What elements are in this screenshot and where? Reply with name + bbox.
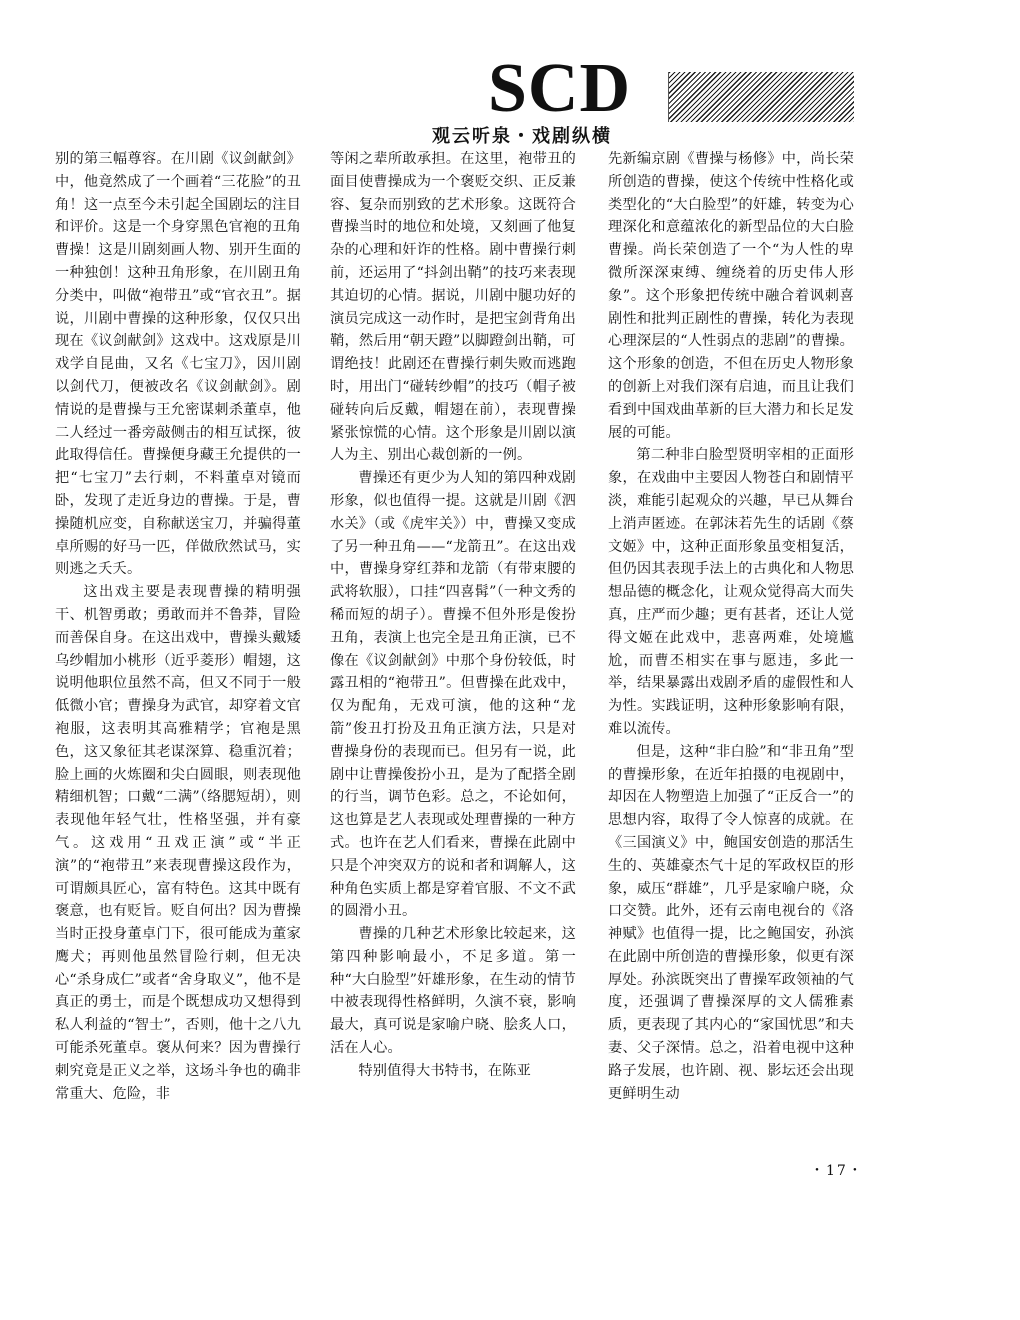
paragraph: 等闲之辈所敢承担。在这里，袍带丑的面目使曹操成为一个褒贬交织、正反兼容、复杂而别致的艺术形象。这既符合曹操当时的地位和处境，又刻画了他复杂的心理和奸诈的性格。剧中曹操行刺前，还运用了“抖剑出鞘”的技巧来表现其迫切的心情。据说，川剧中腿功好的演员完成这一动作时，是把宝剑背角出鞘，然后用“朝天蹬”以脚蹬剑出鞘，可谓绝技！此剧还在曹操行刺失败而逃跑时，用出门“碰转纱帽”的技巧（帽子被碰转向后反戴，帽翅在前），表现曹操紧张惊慌的心情。这个形象是川剧以演人为主、别出心裁创新的一例。 (330, 151, 576, 464)
paragraph: 曹操还有更少为人知的第四种戏剧形象，似也值得一提。这就是川剧《泗水关》（或《虎牢关》）中，曹操又变成了另一种丑角——“龙箭丑”。在这出戏中，曹操身穿红莽和龙箭（有带束腰的武将软服），口挂“四喜髯”（一种文秀的稀而短的胡子）。曹操不但外形是俊扮丑角，表演上也完全是丑角正演，已不像在《议剑献剑》中那个身份较低，时露丑相的“袍带丑”。但曹操在此戏中，仅为配角，无戏可演，他的这种“龙箭”俊丑打扮及丑角正演方法，只是对曹操身份的表现而已。但另有一说，此剧中让曹操俊扮小丑，是为了配搭全剧的行当，调节色彩。总之，不论如何，这也算是艺人表现或处理曹操的一种方式。也许在艺人们看来，曹操在此剧中只是个冲突双方的说和者和调解人，这种角色实质上都是穿着官服、不文不武的圆滑小丑。 (330, 470, 576, 920)
paragraph: 曹操的几种艺术形象比较起来，这第四种影响最小，不足多道。第一种“大白脸型”奸雄形象，在生动的情节中被表现得性格鲜明，久演不衰，影响最大，真可说是家喻户晓、脍炙人口，活在人心。 (330, 926, 576, 1057)
text-column-1 (55, 148, 301, 1105)
paragraph: 先新编京剧《曹操与杨修》中，尚长荣所创造的曹操，使这个传统中性格化或类型化的“大白脸型”的奸雄，转变为心理深化和意蕴浓化的新型品位的大白脸曹操。尚长荣创造了一个“为人性的卑微所深深束缚、缠绕着的历史伟人形象”。这个形象把传统中融合着讽刺喜剧性和批判正剧性的曹操，转化为表现心理深层的“人性弱点的悲剧”的曹操。这个形象的创造，不但在历史人物形象的创新上对我们深有启迪，而且让我们看到中国戏曲革新的巨大潜力和长足发展的可能。 (608, 151, 854, 441)
paragraph: 特别值得大书特书，在陈亚 (358, 1062, 532, 1079)
text-column-2 (330, 148, 576, 1083)
paragraph: 这出戏主要是表现曹操的精明强干、机智勇敢；勇敢而并不鲁莽，冒险而善保自身。在这出戏中，曹操头戴矮乌纱帽加小桃形（近乎菱形）帽翅，这说明他职位虽然不高，但又不同于一般低微小官；曹操身为武官，却穿着文官袍服，这表明其高雅精学；官袍是黑色，这又象征其老谋深算、稳重沉着；脸上画的火炼圈和尖白圆眼，则表现他精细机智；口戴“二满”（络腮短胡），则表现他年轻气壮，性格坚强，并有豪气。这戏用“丑戏正演”或“半正演”的“袍带丑”来表现曹操这段作为，可谓颇具匠心，富有特色。这其中既有褒意，也有贬旨。贬自何出？因为曹操当时正投身董卓门下，很可能成为董家鹰犬；再则他虽然冒险行刺，但无决心“杀身成仁”或者“舍身取义”，他不是真正的勇士，而是个既想成功又想得到私人利益的“智士”，否则，他十之八九可能杀死董卓。褒从何来？因为曹操行刺究竟是正义之举，这场斗争也的确非常重大、危险，非 (55, 584, 301, 1102)
paragraph: 但是，这种“非白脸”和“非丑角”型的曹操形象，在近年拍摄的电视剧中，却因在人物塑造上加强了“正反合一”的思想内容，取得了令人惊喜的成就。在《三国演义》中，鲍国安创造的那活生生的、英雄豪杰气十足的军政权臣的形象，威压“群雄”，几乎是家喻户晓，众口交赞。此外，还有云南电视台的《洛神赋》也值得一提，比之鲍国安，孙滨在此剧中所创造的曹操形象，似更有深厚处。孙滨既突出了曹操军政领袖的气度，还强调了曹操深厚的文人儒雅素质，更表现了其内心的“家国忧思”和夫妻、父子深情。总之，沿着电视中这种路子发展，也许剧、视、影坛还会出现更鲜明生动 (608, 743, 854, 1102)
masthead (0, 0, 1020, 150)
paragraph: 别的第三幅尊容。在川剧《议剑献剑》中，他竟然成了一个画着“三花脸”的丑角！这一点至今未引起全国剧坛的注目和评价。这是一个身穿黑色官袍的丑角曹操！这是川剧刻画人物、别开生面的一种独创！这种丑角形象，在川剧丑角分类中，叫做“袍带丑”或“官衣丑”。据说，川剧中曹操的这种形象，仅仅只出现在《议剑献剑》这戏中。这戏原是川戏学自昆曲，又名《七宝刀》，因川剧以剑代刀，便被改名《议剑献剑》。剧情说的是曹操与王允密谋刺杀董卓，他二人经过一番旁敲侧击的相互试探，彼此取得信任。曹操便身藏王允提供的一把“七宝刀”去行刺，不料董卓对镜而卧，发现了走近身边的曹操。于是，曹操随机应变，自称献送宝刀，并骗得董卓所赐的好马一匹，佯做欣然试马，实则逃之夭夭。 (55, 151, 301, 578)
text-column-3 (608, 148, 854, 1105)
hatched-banner-decoration (668, 72, 854, 122)
section-title: 观云听泉・戏剧纵横 (432, 126, 612, 147)
magazine-logo: SCD (488, 50, 632, 127)
page-number: ・17・ (810, 1163, 864, 1179)
paragraph: 第二种非白脸型贤明宰相的正面形象，在戏曲中主要因人物苍白和剧情平淡，难能引起观众的兴趣，早已从舞台上消声匿迹。在郭沫若先生的话剧《蔡文姬》中，这种正面形象虽变相复活，但仍因其表现手法上的古典化和人物思想品德的概念化，让观众觉得高大而失真，庄严而少趣；更有甚者，还让人觉得文姬在此戏中，悲喜两难，处境尴尬，而曹丕相实在事与愿违，多此一举，结果暴露出戏剧矛盾的虚假性和人为性。实践证明，这种形象影响有限，难以流传。 (608, 447, 854, 737)
